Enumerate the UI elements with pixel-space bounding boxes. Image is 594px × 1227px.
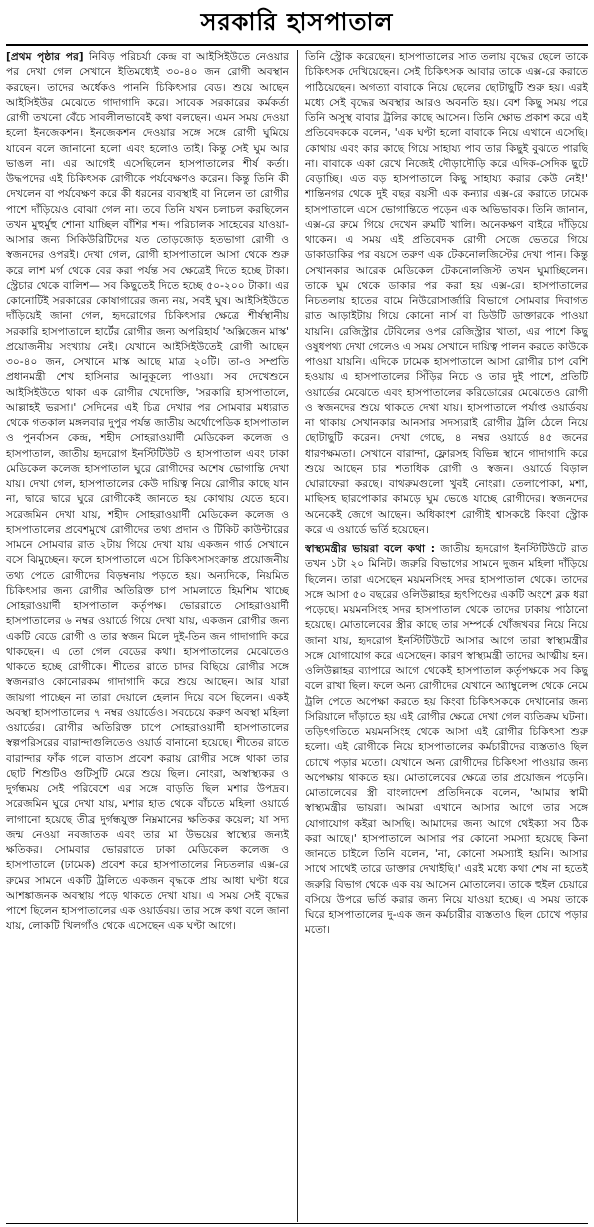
subheading: স্বাস্থ্যমন্ত্রীর ভায়রা বলে কথা : (305, 543, 435, 555)
article-paragraph: তিনি স্ট্রোক করেছেন। হাসপাতালের সাত তলায় বৃদ্ধের ছেলে তাকে চিকিৎসক দেখিয়েছেন। সেই চিকিৎসক আবার তাকে এক্স-রে করাতে পাঠিয়েছেন। অগত্যা বাবাকে নিয়ে ছেলের ছোটাছুটি শুরু হয়। এরই মধ্যে সেই বৃদ্ধের অবস্থার আরও অবনতি হয়। বেশ কিছু সময় পরে তিনি অসুস্থ বাবার ট্রলির কাছে আসেন। তিনি ক্ষোভ প্রকাশ করে এই প্রতিবেদককে বলেন, 'এক ঘণ্টা হলো বাবাকে নিয়ে এখানে এসেছি। কোথায় এবং কার কাছে গিয়ে সাহায্য পাব তার কিছুই বুঝতে পারছি না। বাবাকে একা রেখে নিজেই দৌড়াদৌড়ি করে এদিক-সেদিক ছুটে বেড়াচ্ছি। এত বড় হাসপাতালে কিছু সাহায্য করার কেউ নেই!' শান্তিনগর থেকে দুই বছর বয়সী এক কন্যার এক্স-রে করাতে ঢামেক হাসপাতালে এসে ভোগান্তিতে পড়েন এক অভিভাবক। তিনি জানান, এক্স-রে রুমে গিয়ে দেখেন রুমটি খালি। অনেকক্ষণ বাইরে দাঁড়িয়ে থাকেন। এ সময় এই প্রতিবেদক রোগী সেজে ভেতরে গিয়ে ডাকাডাকির পর বয়সে তরুণ এক টেকনোলজিস্টের দেখা পান। কিন্তু সেখানকার আরেক মেডিকেল টেকনোলজিস্ট তখন ঘুমাচ্ছিলেন। তাকে ঘুম থেকে ডাকার পর করা হয় এক্স-রে। হাসপাতালের নিচতলায় হাতের বামে নিউরোসার্জারি বিভাগে সোমবার দিবাগত রাত আড়াইটায় গিয়ে কোনো নার্স বা ডিউটি ডাক্তারকে পাওয়া যায়নি। রেজিস্ট্রার টেবিলের ওপর রেজিস্ট্রার খাতা, এর পাশে কিছু ওষুধপথ্য দেখা গেলেও এ সময় সেখানে দায়িত্ব পালন করতে কাউকে পাওয়া যায়নি। এদিকে ঢামেক হাসপাতালে আসা রোগীর চাপ বেশি হওয়ায় এ হাসপাতালের সিঁড়ির নিচে ও তার দুই পাশে, প্রতিটি ওয়ার্ডের মেঝেতে এবং হাসপাতালের করিডোরের মেঝেতেও রোগী ও স্বজনদের শুয়ে থাকতে দেখা যায়। হাসপাতালে পর্যাপ্ত ওয়ার্ডবয় না থাকায় সেখানকার আনসার সদস্যরাই রোগীর ট্রলি ঠেলে নিয়ে ছোটাছুটি করেন। দেখা গেছে, ৪ নম্বর ওয়ার্ডে ৪৫ জনের ধারণক্ষমতা। সেখানে বারান্দা, ফ্লোরসহ বিভিন্ন স্থানে গাদাগাদি করে শুয়ে আছেন চার শতাধিক রোগী ও স্বজন। ওয়ার্ডে বিড়াল ঘোরাফেরা করছে। বাথরুমগুলো খুবই নোংরা। তেলাপোকা, মশা, মাছিসহ ছারপোকার কামড়ে ঘুম ভেঙে যাচ্ছে রোগীদের। স্বজনদের অনেকেই জেগে আছেন। অধিকাংশ রোগীই শ্বাসকষ্টে কিংবা স্ট্রোক করে এ ওয়ার্ডে ভর্তি হয়েছেন। (305, 51, 588, 536)
article-column-left (6, 50, 289, 1222)
article-text: নিবিড় পরিচর্যা কেন্দ্র বা আইসিইউতে নেওয়ার পর দেখা গেল সেখানে ইতিমধ্যেই ৩০-৪০ জন রোগী অবস্থান করছেন। তাদের অর্ধেকও পাননি চিকিৎসার বেড। শুয়ে আছেন আইসিইউর মেঝেতে গাদাগাদি করে। সাবেক সরকারের কর্মকর্তা রোগী তখনো বেঁচে সাবলীলভাবেই কথা বলছেন। এমন সময় দেওয়া হলো ইনজেকশন। ইনজেকশন দেওয়ার সঙ্গে সঙ্গে রোগী ঘুমিয়ে যাবেন বলে জানানো হলো এবং হলোও তাই। কিন্তু সেই ঘুম আর ভাঙল না। এর আগেই এসেছিলেন হাসপাতালের শীর্ষ কর্তা। উদ্ধপদের এই চিকিৎসক রোগীকে পর্যবেক্ষণও করেন। কিন্তু তিনি কী দেখলেন বা পর্যবেক্ষণ করে কী ধরনের ব্যবস্থাই বা নিলেন তা রোগীর পাশে দাঁড়িয়েও বোঝা গেল না। তবে তিনি যখন চলাচল করছিলেন তখন মুহুর্মুহু শোনা যাচ্ছিল বাঁশির শব্দ। পরিচালক সাহেবের যাওয়া-আসার জন্য সিকিউরিটিদের যত তোড়জোড় হতভাগা রোগী ও স্বজনদের ওপরই। দেখা গেল, রোগী হাসপাতালে আসা থেকে শুরু করে লাশ মর্গ থেকে বের করা পর্যন্ত সব ক্ষেত্রেই দিতে হচ্ছে টাকা। স্ট্রেচার থেকে বালিশ— সব কিছুতেই দিতে হচ্ছে ৫০-২০০ টাকা। এর কোনোটিই সরকারের কোষাগারের জন্য নয়, সবই ঘুষ। আইসিইউতে দাঁড়িয়েই জানা গেল, হৃদরোগের চিকিৎসার ক্ষেত্রে শীর্ষস্থানীয় সরকারি হাসপাতালে হার্টের রোগীর জন্য অপরিহার্য 'অক্সিজেন মাস্ক' প্রয়োজনীয় সংখ্যায় নেই। যেখানে আইসিইউতেই রোগী আছেন ৩০-৪০ জন, সেখানে মাস্ক আছে মাত্র ২০টি। তা-ও সম্প্রতি প্রধানমন্ত্রী শেখ হাসিনার আনুকূল্যে পাওয়া। সব দেখেশুনে আইসিইউতে থাকা এক রোগীর খেদোক্তি, 'সরকারি হাসপাতালে, আল্লাহই ভরসা।' সেদিনের এই চিত্র দেখার পর সোমবার মধ্যরাত থেকে গতকাল মঙ্গলবার দুপুর পর্যন্ত জাতীয় অর্থোপেডিক হাসপাতাল ও পুনর্বাসন কেন্দ্র, শহীদ সোহরাওয়ার্দী মেডিকেল কলেজ ও হাসপাতাল, জাতীয় হৃদরোগ ইনস্টিটিউট ও হাসপাতাল এবং ঢাকা মেডিকেল কলেজ হাসপাতাল ঘুরে রোগীদের অশেষ ভোগান্তি দেখা যায়। দেখা গেল, হাসপাতালের কেউ দায়িত্ব নিয়ে রোগীর কাছে যান না, দ্বারে দ্বারে ঘুরে রোগীকেই জানতে হয় কোথায় যেতে হবে। সরেজমিন দেখা যায়, শহীদ সোহরাওয়ার্দী মেডিকেল কলেজ ও হাসপাতালের প্রবেশমুখে রোগীদের তথ্য প্রদান ও টিকিট কাউন্টারের সামনে সোমবার রাত ২টায় গিয়ে দেখা যায় একজন গার্ড সেখানে বসে ঝিমুচ্ছেন। ফলে হাসপাতালে এসে চিকিৎসাসংক্রান্ত প্রয়োজনীয় তথ্য পেতে রোগীদের বিড়ম্বনায় পড়তে হয়। অন্যদিকে, নিয়মিত চিকিৎসার জন্য রোগীর অতিরিক্ত চাপ সামলাতে হিমশিম খাচ্ছে সোহরাওয়ার্দী হাসপাতাল কর্তৃপক্ষ। ভোররাতে সোহরাওয়ার্দী হাসপাতালের ৬ নম্বর ওয়ার্ডে গিয়ে দেখা যায়, একজন রোগীর জন্য একটি বেডে রোগী ও তার স্বজন মিলে দুই-তিন জন গাদাগাদি করে থাকছেন। এ তো গেল বেডের কথা। হাসপাতালের মেঝেতেও থাকতে হচ্ছে রোগীকে। শীতের রাতে চাদর বিছিয়ে রোগীর সঙ্গে স্বজনরাও কোনোরকম গাদাগাদি করে শুয়ে আছেন। আর যারা জায়গা পাচ্ছেন না তারা দেয়ালে হেলান দিয়ে বসে ছিলেন। একই অবস্থা হাসপাতালের ৭ নম্বর ওয়ার্ডেও। সবচেয়ে করুণ অবস্থা মহিলা ওয়ার্ডের। রোগীর অতিরিক্ত চাপে সোহরাওয়ার্দী হাসপাতালের স্বল্পপরিসরের বারান্দাগুলিতেও ওয়ার্ড বানানো হয়েছে। শীতের রাতে বারান্দার ফাঁক গলে বাতাস প্রবেশ করায় রোগীর সঙ্গে থাকা তার ছোট শিশুটিও গুটিসুটি মেরে শুয়ে ছিল। নোংরা, অস্বাস্থ্যকর ও দুর্গন্ধময় সেই পরিবেশে এর সঙ্গে বাড়তি ছিল মশার উপদ্রব। সরেজমিন ঘুরে দেখা যায়, মশার হাত থেকে বাঁচতে মহিলা ওয়ার্ডে লাগানো হয়েছে তীব্র দুর্গন্ধযুক্ত নিম্নমানের ক্ষতিকর কয়েল; যা সদ্য জন্ম নেওয়া নবজাতক এবং তার মা উভয়ের স্বাস্থ্যের জন্যই ক্ষতিকর। সোমবার ভোররাতে ঢাকা মেডিকেল কলেজ ও হাসপাতালে (ঢামেক) প্রবেশ করে হাসপাতালের নিচতলার এক্স-রে রুমের সামনে একটি ট্রলিতে একজন বৃদ্ধকে প্রায় আধা ঘণ্টা ধরে আশঙ্কাজনক অবস্থায় পড়ে থাকতে দেখা যায়। এ সময় সেই বৃদ্ধের পাশে ছিলেন হাসপাতালের এক ওয়ার্ডবয়। তার সঙ্গে কথা বলে জানা যায়, লোকটি খিলগাঁও থেকে এসেছেন এক ঘণ্টা আগে। (6, 51, 289, 933)
bottom-rule (6, 1223, 588, 1224)
column-divider (297, 50, 298, 1222)
article-text: জাতীয় হৃদরোগ ইনস্টিটিউটে রাত তখন ১টা ২০ মিনিট। জরুরি বিভাগের সামনে দুজন মহিলা দাঁড়িয়ে ছিলেন। তারা এসেছেন ময়মনসিংহ সদর হাসপাতাল থেকে। তাদের সঙ্গে আসা ৫০ বছরের ওলিউল্লাহর হৃৎপিণ্ডের একটি অংশে ব্লক ধরা পড়েছে। ময়মনসিংহ সদর হাসপাতাল থেকে তাদের ঢাকায় পাঠানো হয়েছে। মোতালেবের স্ত্রীর কাছে তার সম্পর্কে খোঁজখবর নিয়ে নিয়ে জানা যায়, হৃদরোগ ইনস্টিটিউটে আসার আগে তারা স্বাস্থ্যমন্ত্রীর সঙ্গে যোগাযোগ করে এসেছেন। কারণ স্বাস্থ্যমন্ত্রী তাদের আত্মীয় হন। ওলিউল্লাহর ব্যাপারে আগে থেকেই হাসপাতাল কর্তৃপক্ষকে সব কিছু বলে রাখা ছিল। ফলে অন্য রোগীদের যেখানে অ্যাম্বুলেন্স থেকে নেমে ট্রলি পেতে অপেক্ষা করতে হয় কিংবা চিকিৎসককে দেখানোর জন্য সিরিয়ালে দাঁড়াতে হয় এই রোগীর ক্ষেত্রে দেখা গেল ব্যতিক্রম ঘটনা। তড়িৎগতিতে ময়মনসিংহ থেকে আসা এই রোগীর চিকিৎসা শুরু হলো। এই রোগীকে নিয়ে হাসপাতালের কর্মচারীদের ব্যস্ততাও ছিল চোখে পড়ার মতো। যেখানে অন্য রোগীদের চিকিৎসা পাওয়ার জন্য অপেক্ষায় থাকতে হয়। মোতালেবের ক্ষেত্রে তার প্রয়োজন পড়েনি। মোতালেবের স্ত্রী বাংলাদেশ প্রতিদিনকে বলেন, 'আমার স্বামী স্বাস্থ্যমন্ত্রীর ভায়রা। আমরা এখানে আসার আগে তার সঙ্গে যোগাযোগ কইরা আসছি। আমাদের জন্য আগে থেইক্যা সব ঠিক করা আছে।' হাসপাতালে আসার পর কোনো সমস্যা হয়েছে কিনা জানতে চাইলে তিনি বলেন, 'না, কোনো সমস্যাই হয়নি। আসার সাথে সাথেই তারে ডাক্তার দেখাইছি।' এরই মধ্যে কথা শেষ না হতেই জরুরি বিভাগ থেকে এক বয় আসেন মোতালেব। তাকে হুইল চেয়ারে বসিয়ে উপরে ভর্তি করার জন্য নিয়ে যাওয়া হচ্ছে। এ সময় তাকে ঘিরে হাসপাতালের দু-এক জন কর্মচারীর ব্যস্ততাও ছিল চোখে পড়ার মতো। (305, 543, 588, 937)
continuation-tag: [প্রথম পৃষ্ঠার পর] (6, 51, 84, 63)
headline-rule (6, 44, 588, 46)
article-column-right (305, 50, 588, 1222)
article-paragraph (305, 542, 588, 939)
headline: সরকারি হাসপাতাল (200, 8, 394, 36)
article-paragraph (6, 50, 289, 935)
